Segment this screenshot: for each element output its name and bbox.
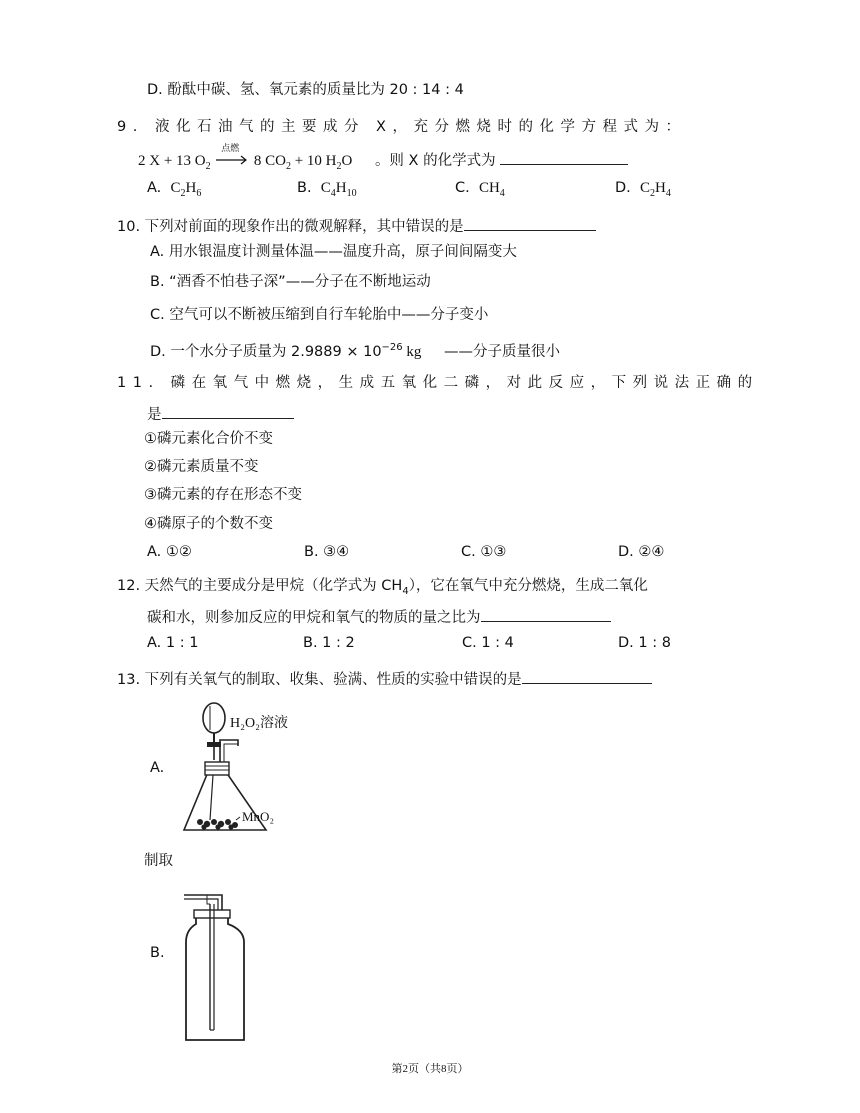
- q12-option-d: D. 1 : 8: [618, 635, 671, 651]
- q8-option-d: D. 酚酞中碳、氢、氧元素的质量比为 20 : 14 : 4: [147, 82, 464, 98]
- q12-stem: 12. 天然气的主要成分是甲烷（化学式为 $CH_4$），它在氧气中充分燃烧，生成二氧化: [117, 578, 648, 597]
- q9-option-d: D. $C_2H_4$: [615, 180, 671, 199]
- q9-option-c: C. $CH_4$: [455, 180, 505, 199]
- reaction-arrow-icon: [215, 144, 249, 167]
- q11-statement-2: ②磷元素质量不变: [144, 459, 259, 475]
- gas-collection-bottle-figure: [180, 890, 250, 1045]
- h2o2-solution-label: H₂O₂溶液: [230, 716, 288, 731]
- q10-option-b: B. “酒香不怕巷子深”——分子在不断地运动: [150, 274, 431, 290]
- q10-stem: 10. 下列对前面的现象作出的微观解释，其中错误的是: [117, 214, 596, 237]
- q13-option-a-label: A.: [150, 760, 165, 776]
- q11-option-d: D. ②④: [618, 544, 665, 560]
- q11-statement-3: ③磷元素的存在形态不变: [144, 487, 302, 503]
- q11-statement-1: ①磷元素化合价不变: [144, 431, 273, 447]
- q13-option-a-caption: 制取: [144, 853, 173, 869]
- q13-stem: 13. 下列有关氧气的制取、收集、验满、性质的实验中错误的是: [117, 667, 652, 690]
- q10-option-d: D. 一个水分子质量为 $2.9889 \times 10^{-26}$ kg ——分子质量很小: [150, 342, 561, 360]
- q12-option-a: A. 1 : 1: [147, 635, 199, 651]
- q12-answer-blank[interactable]: [481, 605, 611, 622]
- q12-stem-line2: 碳和水，则参加反应的甲烷和氧气的物质的量之比为: [147, 605, 611, 628]
- q9-equation: 2 X + 13 $O_2$ 点燃 8 $CO_2 + 10$ $H_2O$ 。则 X 的化学式为: [138, 148, 628, 177]
- q9-tail: 。则 X 的化学式为: [374, 153, 496, 169]
- q10-option-a: A. 用水银温度计测量体温——温度升高，原子间间隔变大: [150, 244, 517, 260]
- q9-option-b: B. $C_4H_{10}$: [297, 180, 357, 199]
- q11-stem: 11. 磷在氧气中燃烧，生成五氧化二磷，对此反应，下列说法正确的: [117, 375, 759, 391]
- q11-option-b: B. ③④: [304, 544, 350, 560]
- reaction-condition: 点燃: [221, 144, 240, 154]
- q12-option-b: B. 1 : 2: [303, 635, 355, 651]
- q11-option-c: C. ①③: [461, 544, 507, 560]
- q11-statement-4: ④磷原子的个数不变: [144, 516, 273, 532]
- q9-stem: 9. 液化石油气的主要成分 X，充分燃烧时的化学方程式为：: [117, 119, 687, 135]
- q13-option-b-label: B.: [150, 945, 165, 961]
- q9-answer-blank[interactable]: [500, 148, 628, 165]
- page-footer: 第2页（共8页）: [391, 1063, 469, 1075]
- mno2-label: MnO₂: [242, 809, 274, 824]
- q10-answer-blank[interactable]: [464, 214, 596, 231]
- q9-option-a: A. $C_2H_6$: [147, 180, 202, 199]
- q11-option-a: A. ①②: [147, 544, 192, 560]
- q11-answer-blank[interactable]: [162, 402, 294, 419]
- q11-stem-line2: 是: [147, 402, 294, 425]
- q10-option-c: C. 空气可以不断被压缩到自行车轮胎中——分子变小: [150, 307, 489, 323]
- q12-option-c: C. 1 : 4: [462, 635, 514, 651]
- q13-answer-blank[interactable]: [522, 667, 652, 684]
